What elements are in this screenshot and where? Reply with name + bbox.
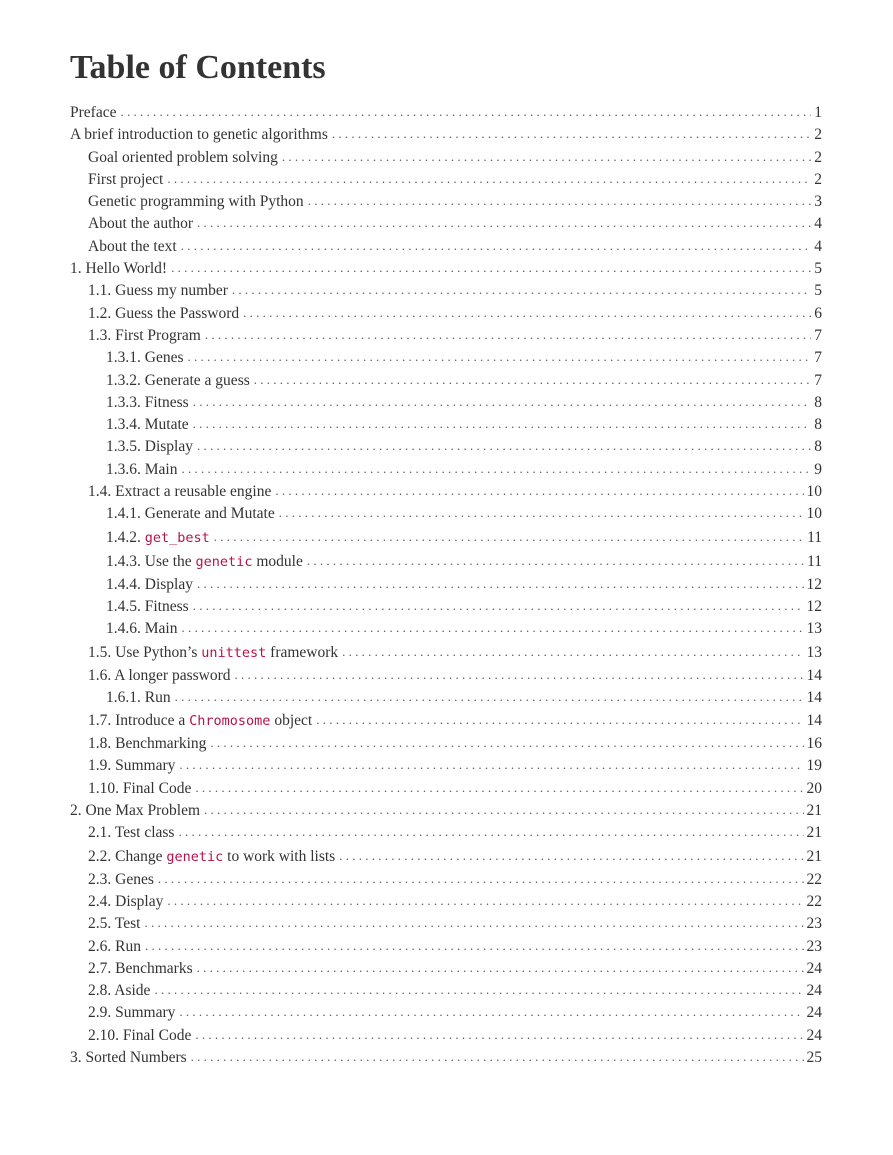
toc-entry-text: 1.1. Guess my number xyxy=(88,282,228,300)
toc-entry-title[interactable] xyxy=(88,280,228,302)
toc-entry-title[interactable] xyxy=(88,169,163,191)
toc-entry-title[interactable] xyxy=(106,550,303,574)
toc-page-number[interactable]: 10 xyxy=(806,505,822,523)
toc-dot-leader xyxy=(154,983,803,996)
toc-dot-leader xyxy=(171,261,811,274)
toc-entry-title[interactable] xyxy=(88,733,206,755)
toc-page-number[interactable]: 8 xyxy=(814,416,822,434)
toc-dot-leader xyxy=(193,417,811,430)
toc-dot-leader xyxy=(342,645,803,658)
toc-dot-leader xyxy=(167,894,803,907)
toc-entry-title[interactable] xyxy=(106,459,177,481)
toc-entry[interactable] xyxy=(70,936,822,958)
toc-dot-leader xyxy=(275,484,803,497)
toc-entry-title[interactable] xyxy=(70,124,328,146)
toc-entry-title[interactable] xyxy=(88,303,239,325)
toc-dot-leader xyxy=(332,127,811,140)
toc-entry-text: 1.7. Introduce a xyxy=(88,712,190,730)
toc-entry-text: A brief introduction to genetic algorithms xyxy=(70,126,328,144)
toc-dot-leader xyxy=(197,961,804,974)
toc-entry[interactable] xyxy=(70,618,822,640)
toc-dot-leader xyxy=(178,825,803,838)
toc-entry[interactable] xyxy=(70,526,822,550)
toc-dot-leader xyxy=(195,781,803,794)
toc-page-number[interactable]: 7 xyxy=(814,326,822,344)
toc-dot-leader xyxy=(181,621,803,634)
toc-entry-title[interactable] xyxy=(106,436,193,458)
toc-page-number[interactable]: 22 xyxy=(806,870,822,888)
toc-dot-leader xyxy=(179,758,803,771)
toc-entry[interactable] xyxy=(70,236,822,258)
toc-dot-leader xyxy=(144,916,803,929)
toc-entry-title[interactable] xyxy=(88,481,271,503)
toc-entry[interactable] xyxy=(70,845,822,869)
toc-entry-text: 2.2. Change xyxy=(88,847,167,865)
toc-entry-title[interactable] xyxy=(88,869,154,891)
toc-entry-title[interactable] xyxy=(88,191,304,213)
toc-entry-text: 2.6. Run xyxy=(88,937,141,955)
toc-entry[interactable] xyxy=(70,891,822,913)
toc-dot-leader xyxy=(193,599,804,612)
toc-list xyxy=(70,102,822,1069)
toc-entry[interactable] xyxy=(70,303,822,325)
toc-dot-leader xyxy=(279,506,804,519)
toc-entry[interactable] xyxy=(70,1047,822,1069)
toc-dot-leader xyxy=(120,105,811,118)
toc-page-number[interactable]: 14 xyxy=(806,712,822,730)
toc-dot-leader xyxy=(179,1005,803,1018)
toc-dot-leader xyxy=(191,1050,804,1063)
toc-entry-title[interactable] xyxy=(106,392,189,414)
toc-entry-text: 1.8. Benchmarking xyxy=(88,735,207,753)
toc-entry-title[interactable] xyxy=(88,665,231,687)
toc-page-number[interactable]: 20 xyxy=(806,779,822,797)
toc-dot-leader xyxy=(243,306,811,319)
toc-dot-leader xyxy=(204,803,803,816)
toc-entry[interactable] xyxy=(70,370,822,392)
toc-entry-title[interactable] xyxy=(106,347,184,369)
toc-page-number[interactable]: 5 xyxy=(814,260,822,278)
toc-entry-text: 1.9. Summary xyxy=(88,757,176,775)
toc-entry-title[interactable] xyxy=(70,258,167,280)
toc-entry-title[interactable] xyxy=(106,618,177,640)
toc-entry[interactable] xyxy=(70,147,822,169)
toc-entry-text: 1.3.3. Fitness xyxy=(106,393,189,411)
toc-page-number[interactable]: 24 xyxy=(806,959,822,977)
toc-entry-text: 1.3.6. Main xyxy=(106,460,178,478)
toc-entry-text: 1.2. Guess the Password xyxy=(88,304,240,322)
toc-page-number[interactable]: 12 xyxy=(806,597,822,615)
toc-entry-title[interactable] xyxy=(70,800,200,822)
toc-entry[interactable] xyxy=(70,913,822,935)
toc-entry-text: 1.10. Final Code xyxy=(88,779,192,797)
toc-entry-title[interactable] xyxy=(88,958,193,980)
toc-entry-title[interactable] xyxy=(106,687,171,709)
toc-entry[interactable] xyxy=(70,550,822,574)
page-title: Table of Contents xyxy=(70,49,326,86)
toc-dot-leader xyxy=(175,690,804,703)
toc-page-number[interactable]: 12 xyxy=(806,575,822,593)
toc-page-number[interactable]: 4 xyxy=(814,215,822,233)
toc-entry[interactable] xyxy=(70,574,822,596)
toc-dot-leader xyxy=(158,872,804,885)
toc-entry-title[interactable] xyxy=(88,1025,191,1047)
toc-entry-text: 2.10. Final Code xyxy=(88,1026,192,1044)
toc-entry-text: 1.4.2. xyxy=(106,528,145,546)
toc-entry-title[interactable] xyxy=(106,414,189,436)
toc-page-number[interactable]: 9 xyxy=(814,460,822,478)
toc-entry[interactable] xyxy=(70,1025,822,1047)
toc-entry-title[interactable] xyxy=(88,936,141,958)
toc-entry[interactable] xyxy=(70,503,822,525)
toc-entry-title[interactable] xyxy=(70,1047,187,1069)
toc-entry-title[interactable] xyxy=(88,1002,175,1024)
toc-entry[interactable] xyxy=(70,869,822,891)
toc-page-number[interactable]: 2 xyxy=(814,170,822,188)
toc-dot-leader xyxy=(308,194,811,207)
toc-dot-leader xyxy=(197,439,811,452)
toc-page-number[interactable]: 24 xyxy=(806,1004,822,1022)
toc-entry[interactable] xyxy=(70,169,822,191)
toc-entry[interactable] xyxy=(70,459,822,481)
toc-entry-title[interactable] xyxy=(88,980,150,1002)
toc-dot-leader xyxy=(339,849,803,862)
toc-page-number[interactable]: 21 xyxy=(806,802,822,820)
toc-dot-leader xyxy=(181,462,811,475)
toc-entry[interactable] xyxy=(70,124,822,146)
toc-entry-title[interactable] xyxy=(106,526,210,550)
toc-entry-title[interactable] xyxy=(88,891,163,913)
toc-page-number[interactable]: 14 xyxy=(806,688,822,706)
toc-dot-leader xyxy=(197,216,811,229)
toc-entry-text: 1. Hello World! xyxy=(70,260,168,278)
toc-entry[interactable] xyxy=(70,596,822,618)
toc-entry[interactable] xyxy=(70,414,822,436)
toc-entry[interactable] xyxy=(70,436,822,458)
toc-entry-text: object xyxy=(270,712,313,730)
toc-entry-text: 1.4. Extract a reusable engine xyxy=(88,483,272,501)
toc-dot-leader xyxy=(235,668,804,681)
toc-entry-text: to work with lists xyxy=(223,847,336,865)
toc-entry[interactable] xyxy=(70,687,822,709)
toc-dot-leader xyxy=(214,530,804,543)
toc-page-number[interactable]: 24 xyxy=(806,982,822,1000)
toc-entry-text: 1.4.6. Main xyxy=(106,620,178,638)
toc-page-number[interactable]: 21 xyxy=(806,847,822,865)
toc-entry-code: genetic xyxy=(166,848,224,865)
toc-entry-text: 2.1. Test class xyxy=(88,824,175,842)
toc-page-number[interactable]: 8 xyxy=(814,393,822,411)
toc-entry-text: 1.3. First Program xyxy=(88,326,201,344)
toc-entry-title[interactable] xyxy=(88,845,335,869)
toc-page-number[interactable]: 8 xyxy=(814,438,822,456)
toc-entry-text: 1.5. Use Python’s xyxy=(88,643,202,661)
toc-entry[interactable] xyxy=(70,102,822,124)
toc-entry-text: Genetic programming with Python xyxy=(88,193,304,211)
toc-page-number[interactable]: 6 xyxy=(814,304,822,322)
toc-entry[interactable] xyxy=(70,258,822,280)
toc-page-number[interactable]: 10 xyxy=(806,483,822,501)
toc-entry-title[interactable] xyxy=(88,778,191,800)
toc-entry[interactable] xyxy=(70,347,822,369)
toc-entry[interactable] xyxy=(70,755,822,777)
toc-page-number[interactable]: 23 xyxy=(806,915,822,933)
toc-page xyxy=(70,44,822,1069)
toc-entry-title[interactable] xyxy=(88,822,174,844)
toc-entry-title[interactable] xyxy=(88,236,177,258)
toc-entry[interactable] xyxy=(70,800,822,822)
toc-dot-leader xyxy=(195,1028,803,1041)
toc-entry[interactable] xyxy=(70,392,822,414)
toc-entry[interactable] xyxy=(70,325,822,347)
toc-entry-title[interactable] xyxy=(88,325,201,347)
toc-entry-text: 2.4. Display xyxy=(88,892,164,910)
toc-entry-text: 2. One Max Problem xyxy=(70,802,201,820)
toc-page-number[interactable]: 7 xyxy=(814,371,822,389)
toc-page-number[interactable]: 16 xyxy=(806,735,822,753)
toc-entry-text: 2.5. Test xyxy=(88,915,141,933)
toc-page-number[interactable]: 19 xyxy=(806,757,822,775)
toc-entry-title[interactable] xyxy=(106,503,275,525)
toc-entry-code: Chromosome xyxy=(189,713,271,730)
toc-entry[interactable] xyxy=(70,280,822,302)
toc-dot-leader xyxy=(282,150,811,163)
toc-entry-title[interactable] xyxy=(88,641,338,665)
toc-dot-leader xyxy=(181,239,811,252)
toc-page-number[interactable]: 3 xyxy=(814,193,822,211)
toc-entry-code: unittest xyxy=(201,644,267,661)
toc-entry-text: 2.9. Summary xyxy=(88,1004,176,1022)
toc-entry[interactable] xyxy=(70,958,822,980)
toc-entry-text: module xyxy=(252,552,303,570)
toc-entry-text: 1.3.5. Display xyxy=(106,438,193,456)
toc-entry-code: get_best xyxy=(144,529,210,546)
toc-entry-text: 1.3.2. Generate a guess xyxy=(106,371,250,389)
toc-page-number[interactable]: 7 xyxy=(814,349,822,367)
toc-entry-text: Preface xyxy=(70,104,117,121)
toc-entry-title[interactable] xyxy=(88,213,193,235)
toc-page-number[interactable]: 21 xyxy=(806,824,822,842)
toc-entry-title[interactable] xyxy=(88,709,312,733)
toc-dot-leader xyxy=(145,939,804,952)
toc-entry-text: 1.4.3. Use the xyxy=(106,552,196,570)
toc-entry[interactable] xyxy=(70,213,822,235)
toc-entry[interactable] xyxy=(70,709,822,733)
toc-entry[interactable] xyxy=(70,733,822,755)
toc-entry[interactable] xyxy=(70,980,822,1002)
toc-entry-text: 3. Sorted Numbers xyxy=(70,1048,187,1066)
toc-entry[interactable] xyxy=(70,481,822,503)
toc-page-number[interactable]: 11 xyxy=(807,528,822,546)
toc-entry-title[interactable] xyxy=(106,574,193,596)
toc-entry-text: About the text xyxy=(88,237,177,255)
toc-entry[interactable] xyxy=(70,1002,822,1024)
toc-dot-leader xyxy=(307,554,804,567)
toc-page-number[interactable]: 1 xyxy=(814,104,822,121)
toc-page-number[interactable]: 4 xyxy=(814,237,822,255)
toc-entry-text: 1.3.1. Genes xyxy=(106,349,184,367)
toc-page-number[interactable]: 2 xyxy=(814,148,822,166)
toc-entry-text: 2.3. Genes xyxy=(88,870,154,888)
toc-entry-text: 1.4.4. Display xyxy=(106,575,193,593)
toc-dot-leader xyxy=(316,713,803,726)
toc-dot-leader xyxy=(205,328,811,341)
toc-dot-leader xyxy=(232,283,811,296)
toc-dot-leader xyxy=(197,577,804,590)
toc-entry-text: Goal oriented problem solving xyxy=(88,148,278,166)
toc-page-number[interactable]: 13 xyxy=(806,643,822,661)
toc-page-number[interactable]: 5 xyxy=(814,282,822,300)
toc-entry-text: 1.4.5. Fitness xyxy=(106,597,189,615)
toc-page-number[interactable]: 13 xyxy=(806,620,822,638)
toc-entry[interactable] xyxy=(70,191,822,213)
toc-page-number[interactable]: 24 xyxy=(806,1026,822,1044)
toc-page-number[interactable]: 11 xyxy=(807,552,822,570)
toc-entry-code: genetic xyxy=(195,553,253,570)
toc-entry-title[interactable] xyxy=(106,596,189,618)
toc-entry-title[interactable] xyxy=(88,755,175,777)
toc-entry[interactable] xyxy=(70,665,822,687)
toc-entry-text: 2.8. Aside xyxy=(88,982,151,1000)
toc-entry-text: 1.4.1. Generate and Mutate xyxy=(106,505,275,523)
toc-entry-text: 1.3.4. Mutate xyxy=(106,416,189,434)
toc-entry-text: First project xyxy=(88,170,164,188)
toc-entry[interactable] xyxy=(70,641,822,665)
toc-entry[interactable] xyxy=(70,778,822,800)
toc-entry-title[interactable] xyxy=(88,147,278,169)
toc-page-number[interactable]: 2 xyxy=(814,126,822,144)
toc-page-number[interactable]: 25 xyxy=(806,1048,822,1066)
toc-page-number[interactable]: 22 xyxy=(806,892,822,910)
toc-entry-text: framework xyxy=(266,643,339,661)
toc-dot-leader xyxy=(167,172,811,185)
toc-page-number[interactable]: 14 xyxy=(806,666,822,684)
toc-dot-leader xyxy=(188,350,812,363)
toc-entry-title[interactable] xyxy=(88,913,140,935)
toc-dot-leader xyxy=(193,395,811,408)
toc-entry-text: 2.7. Benchmarks xyxy=(88,959,193,977)
toc-entry-text: 1.6.1. Run xyxy=(106,688,171,706)
toc-entry-text: 1.6. A longer password xyxy=(88,666,231,684)
toc-dot-leader xyxy=(254,373,811,386)
toc-entry[interactable] xyxy=(70,822,822,844)
toc-entry-text: About the author xyxy=(88,215,194,233)
toc-entry-title[interactable] xyxy=(106,370,250,392)
toc-entry-title[interactable] xyxy=(70,102,116,124)
toc-page-number[interactable]: 23 xyxy=(806,937,822,955)
toc-dot-leader xyxy=(210,736,803,749)
